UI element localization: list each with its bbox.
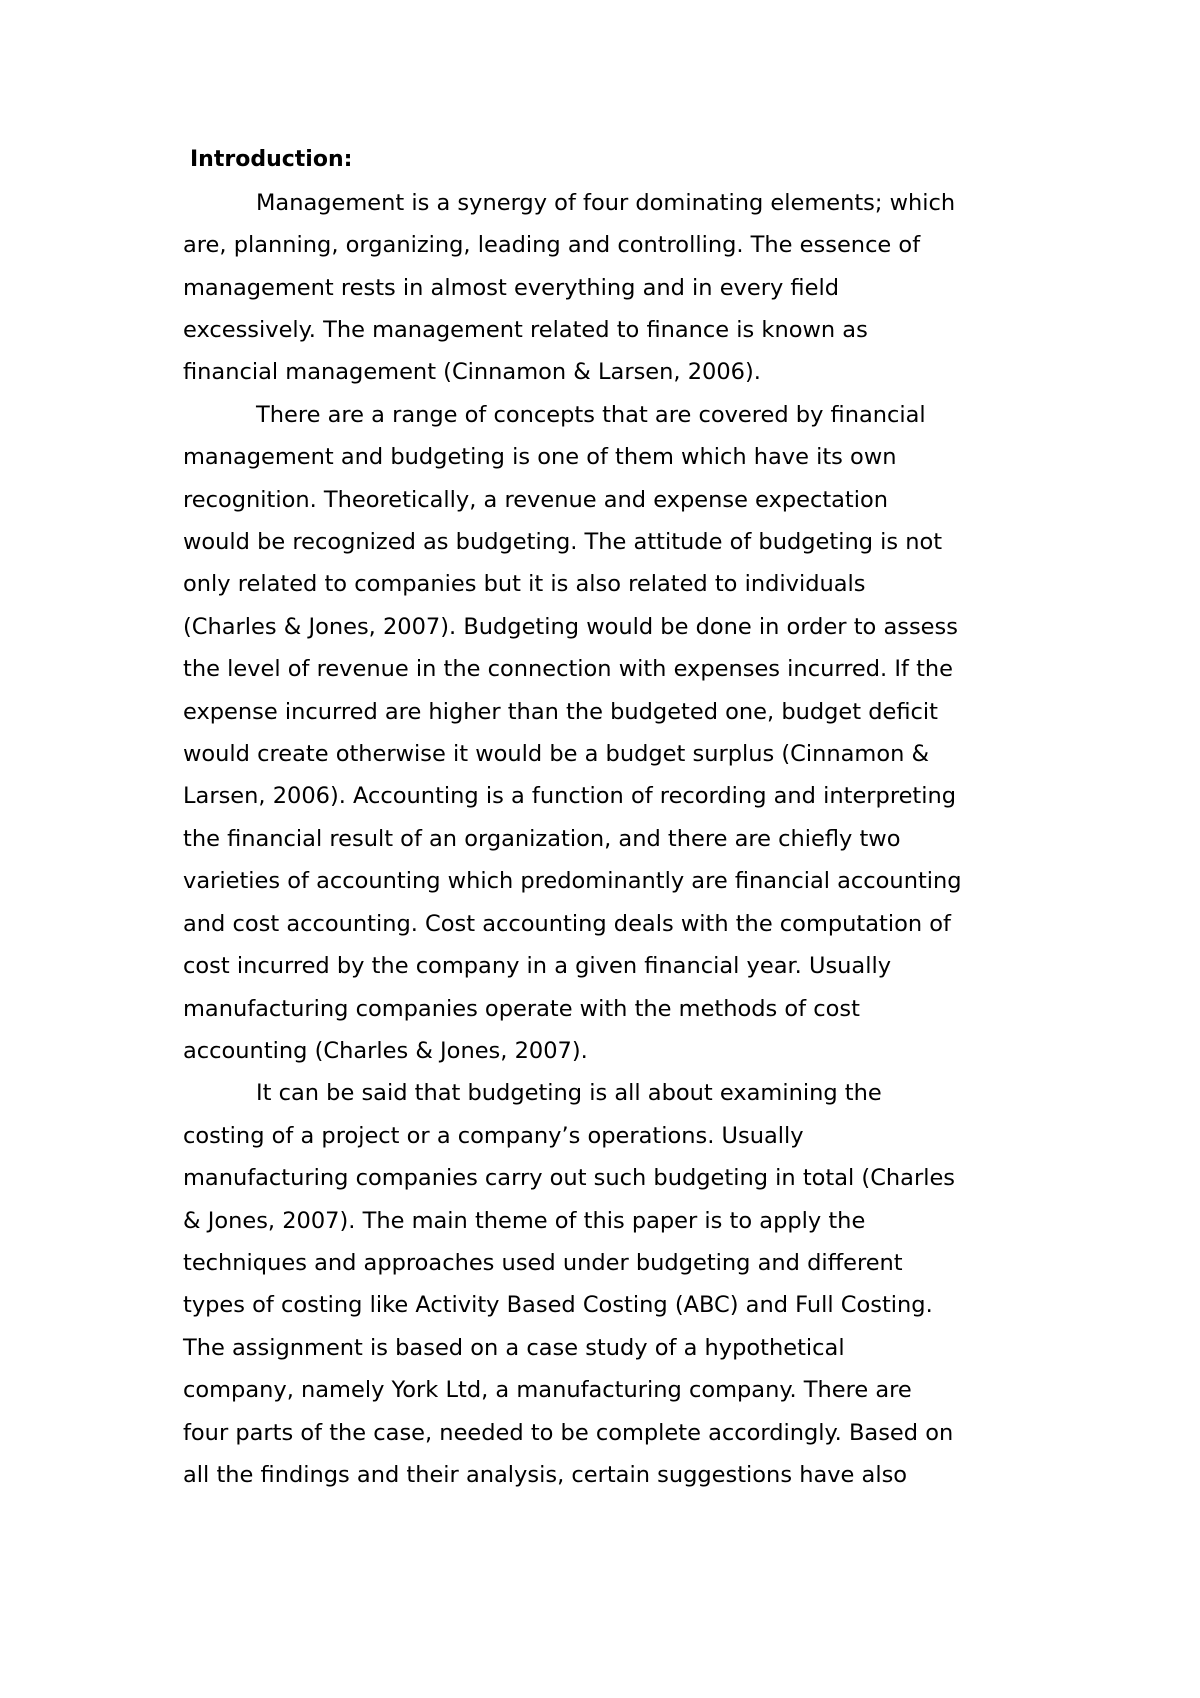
paragraph-2-line: would create otherwise it would be a budget surplus (Cinnamon &: [183, 741, 930, 767]
paragraph-2-line: cost incurred by the company in a given financial year. Usually: [183, 953, 892, 979]
paragraph-2-line: management and budgeting is one of them which have its own: [183, 444, 897, 470]
paragraph-2-line: varieties of accounting which predominantly are financial accounting: [183, 868, 962, 894]
paragraph-2-line: the level of revenue in the connection with expenses incurred. If the: [183, 656, 953, 682]
paragraph-2-line: only related to companies but it is also related to individuals: [183, 571, 866, 597]
paragraph-2-line: and cost accounting. Cost accounting deals with the computation of: [183, 911, 951, 937]
paragraph-3-line: all the findings and their analysis, certain suggestions have also: [183, 1462, 908, 1488]
paragraph-3-line: It can be said that budgeting is all about examining the: [256, 1080, 882, 1106]
paragraph-2-line: would be recognized as budgeting. The attitude of budgeting is not: [183, 529, 943, 555]
paragraph-2-line: Larsen, 2006). Accounting is a function of recording and interpreting: [183, 783, 957, 809]
paragraph-2-line: manufacturing companies operate with the methods of cost: [183, 996, 860, 1022]
paragraph-2-line: recognition. Theoretically, a revenue and expense expectation: [183, 487, 889, 513]
paragraph-2-line: accounting (Charles & Jones, 2007).: [183, 1038, 588, 1064]
paragraph-2-line: expense incurred are higher than the budgeted one, budget deficit: [183, 699, 938, 725]
paragraph-2-line: There are a range of concepts that are covered by financial: [256, 402, 926, 428]
paragraph-3-line: types of costing like Activity Based Costing (ABC) and Full Costing.: [183, 1292, 933, 1318]
paragraph-1-line: financial management (Cinnamon & Larsen, 2006).: [183, 359, 761, 385]
paragraph-2-line: the financial result of an organization, and there are chiefly two: [183, 826, 901, 852]
paragraph-3-line: four parts of the case, needed to be complete accordingly. Based on: [183, 1420, 954, 1446]
paragraph-1-line: excessively. The management related to finance is known as: [183, 317, 868, 343]
paragraph-3-line: The assignment is based on a case study of a hypothetical: [183, 1335, 845, 1361]
paragraph-1-line: management rests in almost everything and in every field: [183, 275, 839, 301]
paragraph-3-line: & Jones, 2007). The main theme of this paper is to apply the: [183, 1208, 866, 1234]
paragraph-1-line: are, planning, organizing, leading and controlling. The essence of: [183, 232, 921, 258]
paragraph-3-line: techniques and approaches used under budgeting and different: [183, 1250, 903, 1276]
section-heading: Introduction:: [190, 147, 353, 172]
paragraph-3-line: company, namely York Ltd, a manufacturing company. There are: [183, 1377, 912, 1403]
paragraph-1-line: Management is a synergy of four dominating elements; which: [256, 190, 956, 216]
paragraph-3-line: manufacturing companies carry out such budgeting in total (Charles: [183, 1165, 956, 1191]
paragraph-3-line: costing of a project or a company’s operations. Usually: [183, 1123, 804, 1149]
paragraph-2-line: (Charles & Jones, 2007). Budgeting would be done in order to assess: [183, 614, 958, 640]
